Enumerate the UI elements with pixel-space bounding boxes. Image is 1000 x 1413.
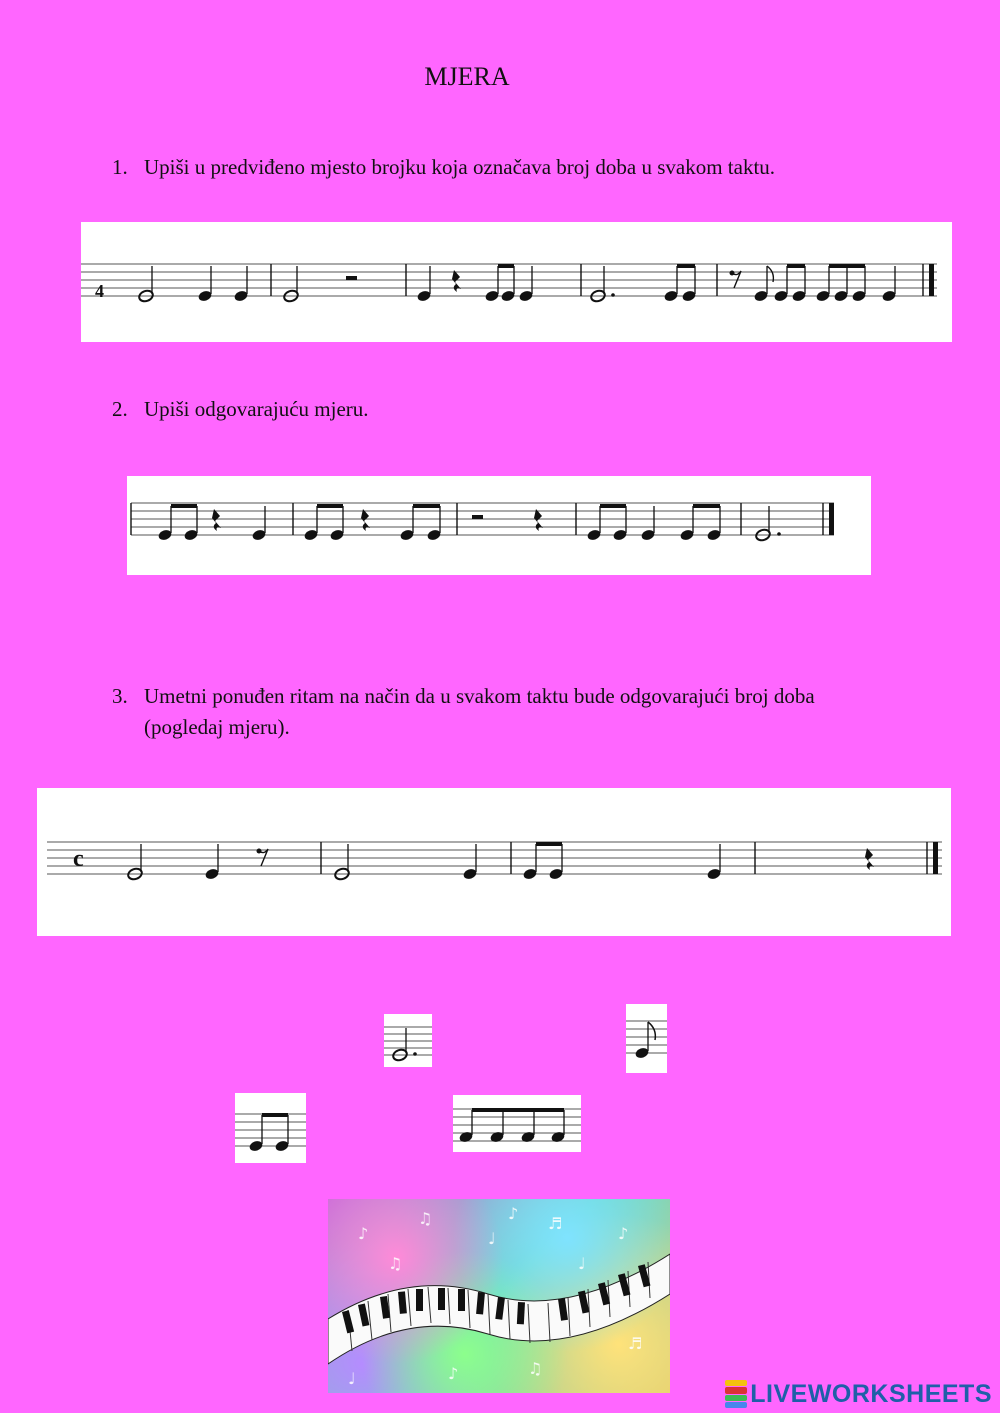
svg-text:♬: ♬ xyxy=(628,1334,643,1353)
staff-2 xyxy=(127,476,871,575)
task-1-instruction xyxy=(112,152,775,183)
rhythm-tile-dotted-half-note[interactable] xyxy=(384,1014,432,1067)
task-2-instruction xyxy=(112,394,369,425)
liveworksheets-logo-icon xyxy=(725,1380,747,1408)
brand-text: LIVEWORKSHEETS xyxy=(750,1379,992,1408)
svg-text:♪: ♪ xyxy=(508,1204,519,1223)
rhythm-tile-four-eighth-notes[interactable] xyxy=(453,1095,581,1152)
staff-3 xyxy=(37,788,951,936)
task-text: Upiši u predviđeno mjesto brojku koja označava broj doba u svakom taktu. xyxy=(144,155,776,179)
svg-text:♪: ♪ xyxy=(618,1224,629,1243)
task-text-line-2: (pogledaj mjeru). xyxy=(144,715,290,739)
task-number: 1. xyxy=(112,155,128,179)
svg-text:♫: ♫ xyxy=(528,1359,543,1378)
svg-text:♪: ♪ xyxy=(448,1364,459,1383)
svg-text:♪: ♪ xyxy=(358,1224,369,1243)
rhythm-tile-eighth-note[interactable] xyxy=(626,1004,667,1073)
task-number: 2. xyxy=(112,397,128,421)
staff-1 xyxy=(81,222,952,342)
svg-text:♩: ♩ xyxy=(578,1254,586,1273)
time-signature-bottom: 4 xyxy=(95,281,104,301)
task-3-instruction xyxy=(112,681,815,743)
time-signature-common: c xyxy=(73,846,84,872)
piano-keyboard-music-notes-image xyxy=(328,1199,670,1393)
rhythm-tile-two-eighth-notes[interactable] xyxy=(235,1093,306,1163)
svg-text:♩: ♩ xyxy=(348,1369,356,1388)
task-number: 3. xyxy=(112,684,128,708)
page-title: MJERA xyxy=(424,62,510,91)
task-text-line-1: Umetni ponuđen ritam na način da u svakom taktu bude odgovarajući broj doba xyxy=(144,684,815,708)
svg-text:♫: ♫ xyxy=(388,1254,403,1273)
svg-text:♫: ♫ xyxy=(418,1209,433,1228)
liveworksheets-logo xyxy=(725,1380,992,1408)
task-text: Upiši odgovarajuću mjeru. xyxy=(144,397,369,421)
svg-text:♩: ♩ xyxy=(488,1229,496,1248)
svg-text:♬: ♬ xyxy=(548,1214,563,1233)
